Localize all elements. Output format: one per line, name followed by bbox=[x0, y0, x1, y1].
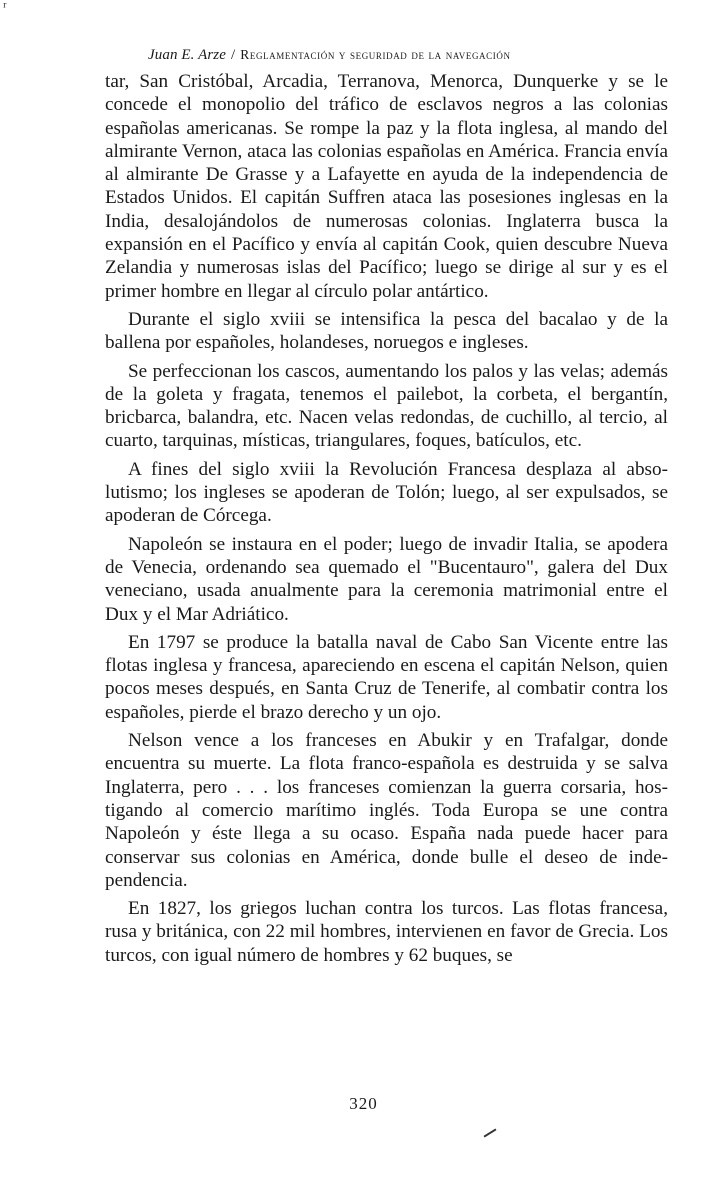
paragraph-continuation: tar, San Cristóbal, Arcadia, Terranova, Menorca, Dunquerke y se le concede el monopolio del tráfico de esclavos negros a las colonias españolas americanas. Se rompe la paz y la flota inglesa, al mando del almirante Vernon, ataca las colonias españolas en América. Francia envía al almirante De Grasse y a Lafayette en ayuda de la independencia de Estados Unidos. El capitán Suffren ataca las posesiones inglesas en la India, desalojándolos de numerosas colonias. Inglaterra busca la expansión en el Pacífico y envía al capitán Cook, quien descubre Nueva Zelandia y numerosas islas del Pacífico; luego se dirige al sur y es el primer hombre en llegar al círculo polar antártico. bbox=[105, 71, 668, 302]
header-author: Juan E. Arze bbox=[148, 47, 226, 63]
paragraph: A fines del siglo xviii la Revolución Francesa desplaza al absolutismo; los ingleses se apoderan de Tolón; luego, al ser expulsados, se apoderan de Córcega. bbox=[105, 458, 668, 527]
header-separator: / bbox=[231, 47, 236, 63]
paragraph: Nelson vence a los franceses en Abukir y en Trafalgar, donde encuentra su muerte. La flota franco-española es destruida y se salva Inglaterra, pero . . . los franceses comienzan la guerra corsaria, hostigando al comercio marítimo inglés. Toda Europa se une contra Napoleón y éste llega a su ocaso. España nada puede hacer para conservar sus colonias en América, donde bulle el deseo de independencia. bbox=[105, 730, 668, 891]
paragraph: En 1827, los griegos luchan contra los turcos. Las flotas francesa, rusa y británica, con 22 mil hombres, intervienen en favor de Grecia. Los turcos, con igual número de hombres y 62 buques, se bbox=[105, 898, 668, 966]
page-number: 320 bbox=[349, 1094, 378, 1113]
body-text bbox=[105, 70, 668, 972]
paragraph: En 1797 se produce la batalla naval de Cabo San Vicente entre las flotas inglesa y francesa, apareciendo en escena el capitán Nelson, quien pocos meses después, en Santa Cruz de Tenerife, al combatir contra los españoles, pierde el brazo derecho y un ojo. bbox=[105, 631, 668, 723]
running-head bbox=[148, 46, 618, 64]
pencil-tick-mark bbox=[484, 1128, 497, 1137]
paragraph: Se perfeccionan los cascos, aumentando los palos y las velas; además de la goleta y fragata, tenemos el pailebot, la corbeta, el bergantín, bricbarca, balandra, etc. Nacen velas redondas, de cuchillo, al tercio, al cuarto, tarquinas, místicas, triangulares, foques, batículos, etc. bbox=[105, 360, 668, 452]
header-title: Reglamentación y seguridad de la navegación bbox=[240, 47, 511, 62]
paragraph: Durante el siglo xviii se intensifica la pesca del bacalao y de la ballena por españoles, holandeses, noruegos e ingleses. bbox=[105, 308, 668, 354]
corner-mark: ʳ bbox=[3, 0, 7, 16]
paragraph: Napoleón se instaura en el poder; luego de invadir Italia, se apodera de Venecia, ordenando sea quemado el "Bucentauro", galera del Dux veneciano, usada anualmente para la ceremonia matrimonial entre el Dux y el Mar Adriático. bbox=[105, 533, 668, 625]
